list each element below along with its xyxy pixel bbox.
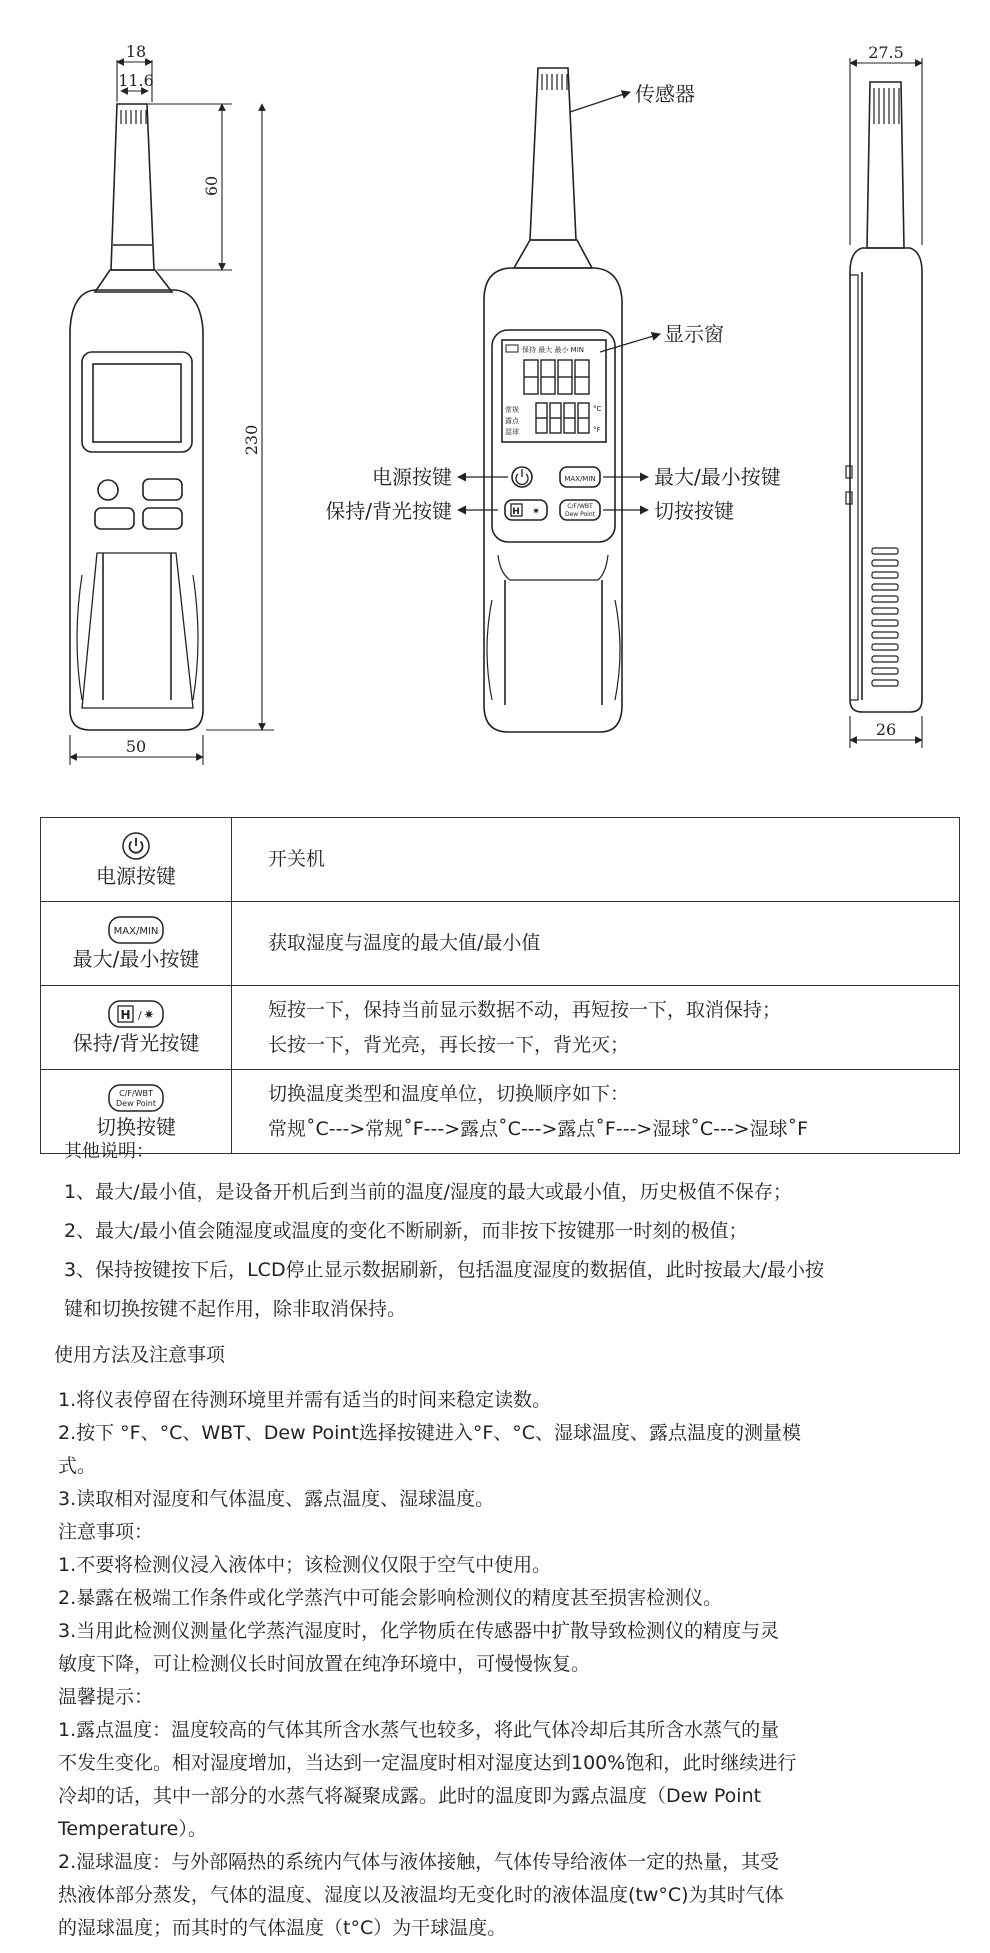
dim-length-60: 60 (202, 175, 221, 197)
maxmin-icon-text: MAX/MIN (113, 925, 159, 937)
lcd-unit-c: °C (593, 405, 602, 413)
callout-display: 显示窗 (664, 322, 724, 346)
usage-line: 1.将仪表停留在待测环境里并需有适当的时间来稳定读数。 (58, 1389, 552, 1411)
device-maxmin-label: MAX/MIN (564, 475, 596, 483)
usage-line: 1.不要将检测仪浸入液体中；该检测仪仅限于空气中使用。 (58, 1554, 552, 1576)
other-note-item: 1、最大/最小值，是设备开机后到当前的温度/湿度的最大或最小值，历史极值不保存； (64, 1181, 792, 1203)
power-icon (119, 831, 153, 861)
callout-switch-key: 切按按键 (654, 499, 734, 523)
hold-icon-text: H (120, 1007, 131, 1022)
device-switch-label-2: Dew Point (564, 511, 596, 518)
device-backlight-glyph: ✷ (532, 507, 540, 517)
key-label: 切换按键 (96, 1114, 176, 1139)
other-note-item: 3、保持按键按下后，LCD停止显示数据刷新，包括温度湿度的数据值，此时按最大/最小按 (64, 1259, 824, 1281)
key-label: 电源按键 (96, 863, 176, 888)
other-note-item: 2、最大/最小值会随湿度或温度的变化不断刷新，而非按下按键那一时刻的极值； (64, 1220, 748, 1242)
callout-power-key: 电源按键 (372, 465, 452, 489)
lcd-unit-f: °F (593, 426, 601, 434)
key-cell (41, 818, 232, 902)
device-technical-drawing (0, 0, 990, 800)
desc-cell (232, 902, 960, 986)
usage-line: 2.按下 °F、°C、WBT、Dew Point选择按键进入°F、°C、湿球温度、露点温度的测量模 (58, 1422, 802, 1444)
lcd-label-wetbulb: 湿球 (505, 428, 519, 436)
desc-line: 长按一下，背光亮，再长按一下，背光灭； (268, 1033, 630, 1056)
dim-side-width-27-5: 27.5 (868, 43, 904, 62)
device-switch-label-1: C/F/WBT (567, 503, 593, 510)
key-label: 最大/最小按键 (72, 946, 200, 971)
usage-line: 的湿球温度；而其时的气体温度（t°C）为干球温度。 (58, 1917, 507, 1939)
svg-text:/: / (138, 1008, 142, 1022)
callout-hold-key: 保持/背光按键 (325, 499, 452, 523)
desc-line: 开关机 (268, 848, 326, 870)
svg-text:✷: ✷ (143, 1007, 155, 1023)
usage-line: 敏度下降，可让检测仪长时间放置在纯净环境中，可慢慢恢复。 (58, 1653, 591, 1675)
switch-icon-text-1: C/F/WBT (119, 1088, 153, 1098)
callout-maxmin-key: 最大/最小按键 (654, 465, 781, 489)
callout-sensor: 传感器 (635, 82, 695, 106)
desc-line: 常规˚C--->常规˚F--->露点˚C--->露点˚F--->湿球˚C--->湿球˚F (268, 1117, 809, 1140)
desc-cell (232, 1070, 960, 1154)
desc-line: 短按一下，保持当前显示数据不动，再短按一下，取消保持； (268, 998, 782, 1021)
hold-backlight-icon (108, 1000, 164, 1028)
lcd-label-normal: 常规 (505, 406, 519, 414)
dim-width-50: 50 (125, 737, 147, 756)
usage-line: 式。 (58, 1455, 97, 1477)
left-device-dimensions (70, 60, 274, 765)
switch-icon-text-2: Dew Point (115, 1098, 157, 1108)
usage-line: 冷却的话，其中一部分的水蒸气将凝聚成露。此时的温度即为露点温度（Dew Point (58, 1785, 762, 1807)
dim-side-width-26: 26 (875, 720, 897, 739)
usage-line: 3.当用此检测仪测量化学蒸汽湿度时，化学物质在传感器中扩散导致检测仪的精度与灵 (58, 1620, 780, 1642)
key-cell (41, 902, 232, 986)
usage-title: 使用方法及注意事项 (54, 1344, 226, 1366)
desc-line: 获取湿度与温度的最大值/最小值 (268, 932, 541, 954)
dim-width-11-6: 11.6 (118, 71, 154, 90)
key-label: 保持/背光按键 (72, 1030, 200, 1055)
other-notes-title: 其他说明： (64, 1141, 154, 1162)
usage-line: 不发生变化。相对湿度增加，当达到一定温度时相对湿度达到100%饱和，此时继续进行 (58, 1752, 797, 1774)
maxmin-icon (108, 916, 164, 944)
lcd-top-labels: 保持 最大 最小 MIN (522, 346, 585, 354)
key-cell (41, 986, 232, 1070)
usage-line: 温馨提示： (58, 1686, 154, 1708)
device-hold-label: H (512, 507, 520, 517)
usage-line: 热液体部分蒸发，气体的温度、湿度以及液温均无变化时的液体温度(tw°C)为其时气体 (58, 1884, 784, 1906)
unit-switch-icon (108, 1084, 164, 1112)
left-device-front-view (70, 104, 203, 730)
table-row (41, 986, 960, 1070)
dim-width-18: 18 (125, 42, 147, 61)
usage-line: 2.湿球温度：与外部隔热的系统内气体与液体接触，气体传导给液体一定的热量，其受 (58, 1851, 780, 1873)
right-device-side-view (846, 82, 922, 712)
usage-line: 1.露点温度：温度较高的气体其所含水蒸气也较多，将此气体冷却后其所含水蒸气的量 (58, 1719, 780, 1741)
callout-arrows (458, 92, 660, 510)
table-row (41, 1070, 960, 1154)
usage-line: Temperature）。 (58, 1818, 207, 1840)
dim-length-230: 230 (242, 424, 261, 456)
desc-cell (232, 986, 960, 1070)
lcd-panel (505, 345, 602, 436)
key-function-table (40, 817, 960, 1154)
table-row (41, 902, 960, 986)
usage-line: 2.暴露在极端工作条件或化学蒸汽中可能会影响检测仪的精度甚至损害检测仪。 (58, 1587, 723, 1609)
desc-line: 切换温度类型和温度单位，切换顺序如下： (268, 1082, 630, 1105)
desc-cell (232, 818, 960, 902)
lcd-label-dewpoint: 露点 (505, 417, 519, 425)
other-note-item: 键和切换按键不起作用，除非取消保持。 (64, 1298, 407, 1320)
usage-line: 注意事项： (58, 1521, 154, 1543)
middle-device-front-view (484, 68, 622, 732)
table-row (41, 818, 960, 902)
usage-line: 3.读取相对湿度和气体温度、露点温度、湿球温度。 (58, 1488, 495, 1510)
